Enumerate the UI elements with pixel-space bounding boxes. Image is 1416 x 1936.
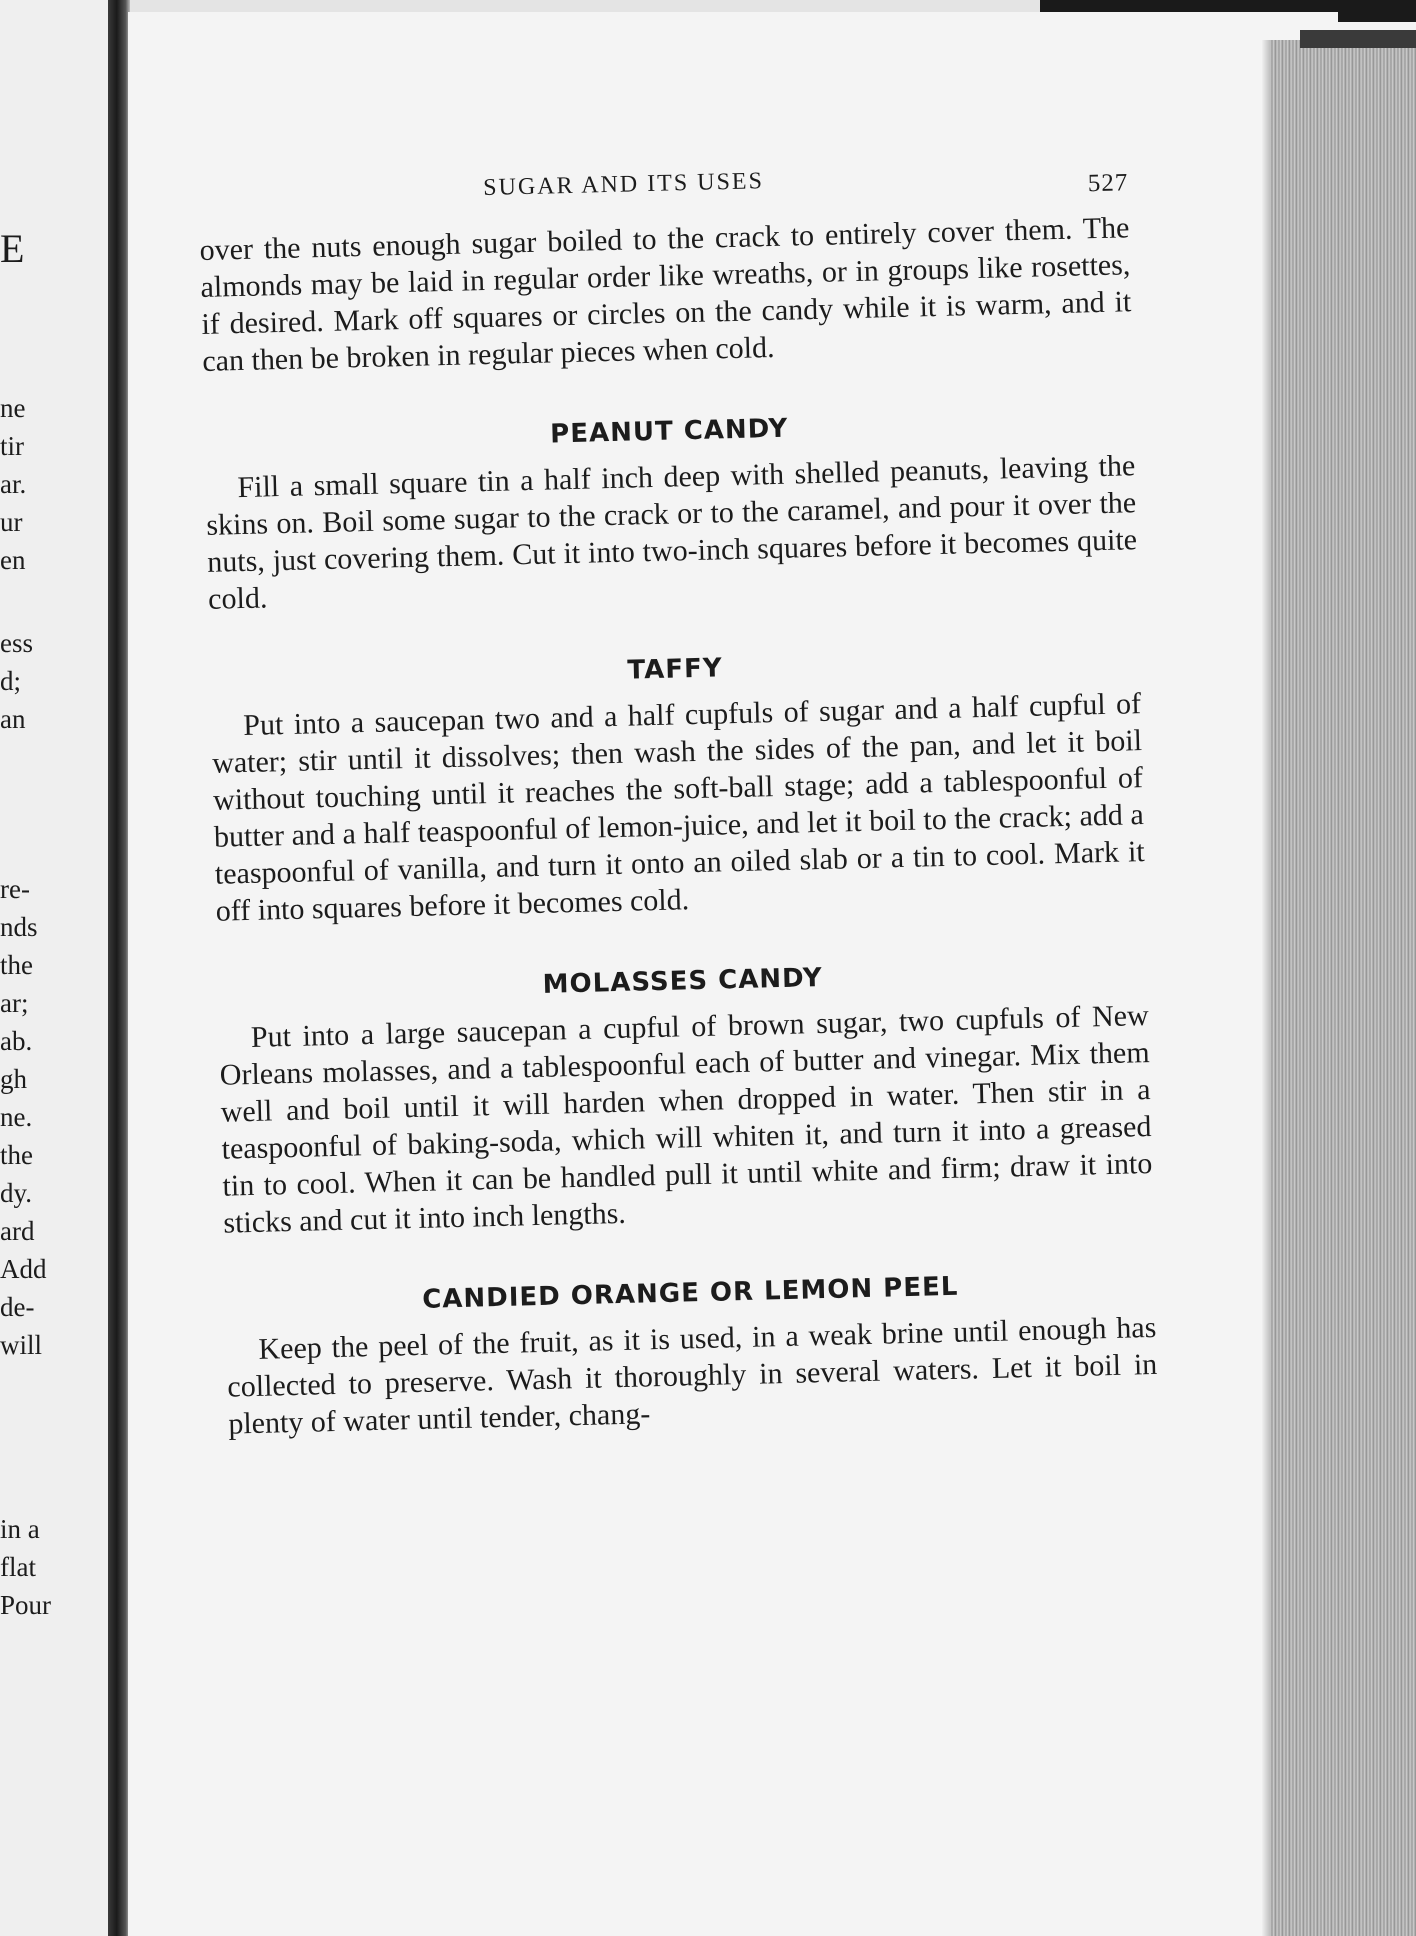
left-page-fragment: in a [0, 1514, 40, 1544]
recipe-body: Put into a large saucepan a cupful of brown sugar, two cupfuls of New Orleans molasses, and a tablespoonful each of butter and vinegar. Mix them well and boil until it will harden when dropped in water. Then stir in a teaspoonful of baking-soda, which will whiten it, and turn it into a greased tin to cool. When it can be handled pull it until white and firm; draw it into sticks and cut it into inch lengths. [219, 999, 1153, 1240]
left-page-fragment: ar. [0, 469, 27, 499]
book-cover-top [1300, 30, 1416, 48]
book-page-edges [1270, 40, 1416, 1936]
recipe-body: Fill a small square tin a half inch deep with shelled peanuts, leaving the skins on. Boil some sugar to the crack or to the caramel, and pour it over the nuts, just covering them. Cut it into two-inch squares before it becomes quite cold. [205, 449, 1138, 616]
left-page-fragment: ab. [0, 1026, 33, 1056]
recipe-taffy [210, 643, 1146, 930]
left-page-fragment: ess [0, 628, 33, 658]
recipe-title: PEANUT CANDY [549, 413, 789, 450]
left-page-fragment: tir [0, 431, 24, 461]
running-title: SUGAR AND ITS USES [482, 168, 765, 202]
left-page-fragment: ne [0, 393, 26, 423]
left-page-fragment: the [0, 1140, 33, 1170]
book-gutter [108, 0, 130, 1936]
recipe-title: MOLASSES CANDY [542, 962, 823, 1000]
recipe-molasses-candy [217, 955, 1153, 1242]
recipe-peanut-candy [204, 405, 1138, 618]
left-page-fragment: re- [0, 874, 30, 904]
left-page-fragment: will [0, 1330, 43, 1360]
book-page [128, 12, 1338, 1936]
page-number: 527 [1087, 169, 1129, 198]
left-page-fragment: en [0, 545, 26, 575]
left-page-fragment: the [0, 950, 33, 980]
page-text-block [198, 159, 1159, 1442]
recipe-body: Put into a saucepan two and a half cupfuls of sugar and a half cupful of water; stir until it dissolves; then wash the sides of the pan, and let it boil without touching until it reaches the soft-ball stage; add a tablespoonful of butter and a half teaspoonful of lemon-juice, and let it boil to the crack; add a teaspoonful of vanilla, and turn it onto an oiled slab or a tin to cool. Mark it off into squares before it becomes cold. [211, 687, 1146, 928]
left-facing-page [0, 0, 110, 1936]
left-page-fragment: flat [0, 1552, 36, 1582]
intro-paragraph: over the nuts enough sugar boiled to the crack to entirely cover them. The almonds may be laid in regular order like wreaths, or in groups like rosettes, if desired. Mark off squares or circles on the candy while it is warm, and it can then be broken in regular pieces when cold. [199, 211, 1132, 378]
left-page-fragment: Pour [0, 1590, 52, 1620]
left-page-fragment: an [0, 704, 26, 734]
recipe-title: CANDIED ORANGE OR LEMON PEEL [421, 1271, 959, 1315]
left-page-fragment: gh [0, 1064, 27, 1094]
recipe-candied-peel [225, 1267, 1158, 1443]
recipe-body: Keep the peel of the fruit, as it is used, in a weak brine until enough has collected to preserve. Wash it thoroughly in several waters. Let it boil in plenty of water until tender, chang- [227, 1310, 1158, 1441]
left-page-fragment: ard [0, 1216, 35, 1246]
left-page-fragment: dy. [0, 1178, 32, 1208]
left-page-fragment: nds [0, 912, 38, 942]
left-page-fragment: ar; [0, 988, 29, 1018]
left-page-fragment: ne. [0, 1102, 33, 1132]
left-page-fragment: d; [0, 666, 22, 696]
left-page-fragment: ur [0, 507, 23, 537]
recipe-title: TAFFY [627, 653, 723, 686]
left-page-fragment: de- [0, 1292, 35, 1322]
left-page-heading-letter: E [0, 226, 27, 271]
left-page-fragment: Add [0, 1254, 47, 1284]
